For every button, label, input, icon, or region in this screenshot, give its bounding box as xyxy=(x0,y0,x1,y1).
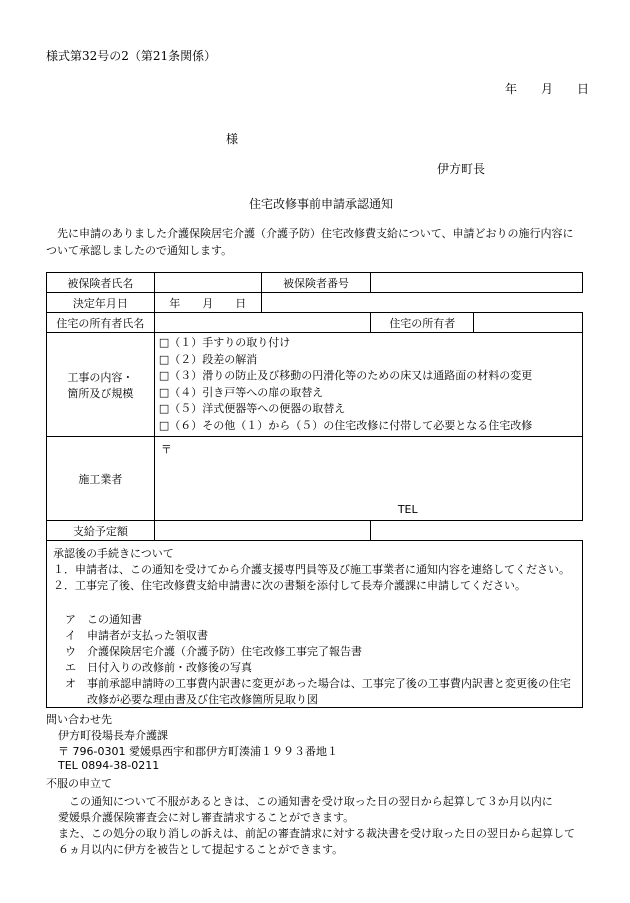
procedures-box xyxy=(46,540,583,708)
work-item-checkbox[interactable]: □（５）洋式便器等への便器の取替え xyxy=(158,402,346,415)
owner-label: 住宅の所有者 xyxy=(371,313,474,333)
blank-cell xyxy=(371,521,583,541)
document-title: 住宅改修事前申請承認通知 xyxy=(249,197,394,211)
procedure-step-1: １．申請者は、この通知を受けてから介護支援専門員等及び施工事業者に通知内容を連絡してください。 xyxy=(53,563,570,576)
contact-address: 〒 796-0301 愛媛県西宇和郡伊方町湊浦１９９３番地１ xyxy=(58,745,338,758)
contractor-field[interactable] xyxy=(154,437,582,521)
row-contractor xyxy=(47,437,583,521)
insured-number-label: 被保険者番号 xyxy=(261,273,371,293)
work-items xyxy=(154,333,582,437)
doc-item xyxy=(65,659,252,675)
doc-text: 事前承認申請時の工事費内訳書に変更があった場合は、工事完了後の工事費内訳書と変更後の住宅 xyxy=(87,677,571,690)
approval-form-table xyxy=(46,272,583,541)
doc-mark: ア xyxy=(65,613,76,626)
row-work xyxy=(47,333,583,437)
contractor-label: 施工業者 xyxy=(47,437,155,521)
appeal-line-4: ６ヵ月以内に伊方を被告として提起することができます。 xyxy=(58,843,344,856)
form-number: 様式第32号の2（第21条関係） xyxy=(46,49,217,63)
appeal-title: 不服の申立て xyxy=(46,777,112,790)
doc-text: この通知書 xyxy=(87,613,142,626)
doc-item xyxy=(65,611,142,627)
intro-line-2: ついて承認しましたので通知します。 xyxy=(46,244,233,257)
owner-field[interactable] xyxy=(474,313,583,333)
work-item-checkbox[interactable]: □（１）手すりの取り付け xyxy=(158,336,291,349)
tel-label: TEL xyxy=(397,503,418,516)
blank-cell xyxy=(261,293,582,313)
contact-office: 伊方町役場長寿介護課 xyxy=(58,729,168,742)
postal-mark: 〒 xyxy=(160,443,172,456)
work-label-line-2: 箇所及び規模 xyxy=(67,386,134,400)
decision-date-field[interactable]: 年 月 日 xyxy=(154,293,261,313)
doc-text: 申請者が支払った領収書 xyxy=(87,629,208,642)
doc-mark: オ xyxy=(65,677,76,690)
payment-field[interactable] xyxy=(154,521,371,541)
work-label-line-1: 工事の内容・ xyxy=(67,370,134,384)
issuer: 伊方町長 xyxy=(437,162,486,176)
doc-mark: イ xyxy=(65,629,76,642)
intro-line-1: 先に申請のありました介護保険居宅介護（介護予防）住宅改修費支給について、申請どおりの施行内容に xyxy=(46,227,574,240)
row-insured xyxy=(47,273,583,293)
doc-mark: エ xyxy=(65,661,76,674)
row-decision-date xyxy=(47,293,583,313)
doc-text: 日付入りの改修前・改修後の写真 xyxy=(87,661,252,674)
appeal-line-3: また、この処分の取り消しの訴えは、前記の審査請求に対する裁決書を受け取った日の翌日から起算して xyxy=(58,827,575,840)
procedures-title: 承認後の手続きについて xyxy=(53,547,174,560)
insured-name-field[interactable] xyxy=(154,273,261,293)
row-owner xyxy=(47,313,583,333)
work-item-checkbox[interactable]: □（３）滑りの防止及び移動の円滑化等のための床又は通路面の材料の変更 xyxy=(158,369,533,382)
payment-label: 支給予定額 xyxy=(47,521,155,541)
date-line: 年 月 日 xyxy=(505,82,590,96)
row-payment xyxy=(47,521,583,541)
doc-text: 介護保険居宅介護（介護予防）住宅改修工事完了報告書 xyxy=(87,645,362,658)
insured-number-field[interactable] xyxy=(371,273,583,293)
doc-item-continuation: 改修が必要な理由書及び住宅改修箇所見取り図 xyxy=(87,693,318,706)
doc-item xyxy=(65,643,362,659)
contact-title: 問い合わせ先 xyxy=(46,713,112,726)
work-item-checkbox[interactable]: □（２）段差の解消 xyxy=(158,352,258,366)
work-item-checkbox[interactable]: □（６）その他（１）から（５）の住宅改修に付帯して必要となる住宅改修 xyxy=(158,418,533,432)
contact-tel: TEL 0894-38-0211 xyxy=(58,759,160,772)
appeal-line-1: この通知について不服があるときは、この通知書を受け取った日の翌日から起算して３か月以内に xyxy=(58,795,553,808)
doc-item xyxy=(65,627,208,643)
work-item-checkbox[interactable]: □（４）引き戸等への扉の取替え xyxy=(158,385,324,399)
doc-mark: ウ xyxy=(65,645,76,658)
owner-name-label: 住宅の所有者氏名 xyxy=(47,313,155,333)
decision-date-label: 決定年月日 xyxy=(47,293,155,313)
procedure-step-2: ２．工事完了後、住宅改修費支給申請書に次の書類を添付して長寿介護課に申請してください。 xyxy=(53,579,526,592)
addressee-suffix: 様 xyxy=(226,132,239,146)
work-label xyxy=(47,333,155,437)
appeal-line-2: 愛媛県介護保険審査会に対し審査請求することができます。 xyxy=(58,811,355,824)
insured-name-label: 被保険者氏名 xyxy=(47,273,155,293)
doc-item xyxy=(65,675,571,691)
owner-name-field[interactable] xyxy=(154,313,371,333)
